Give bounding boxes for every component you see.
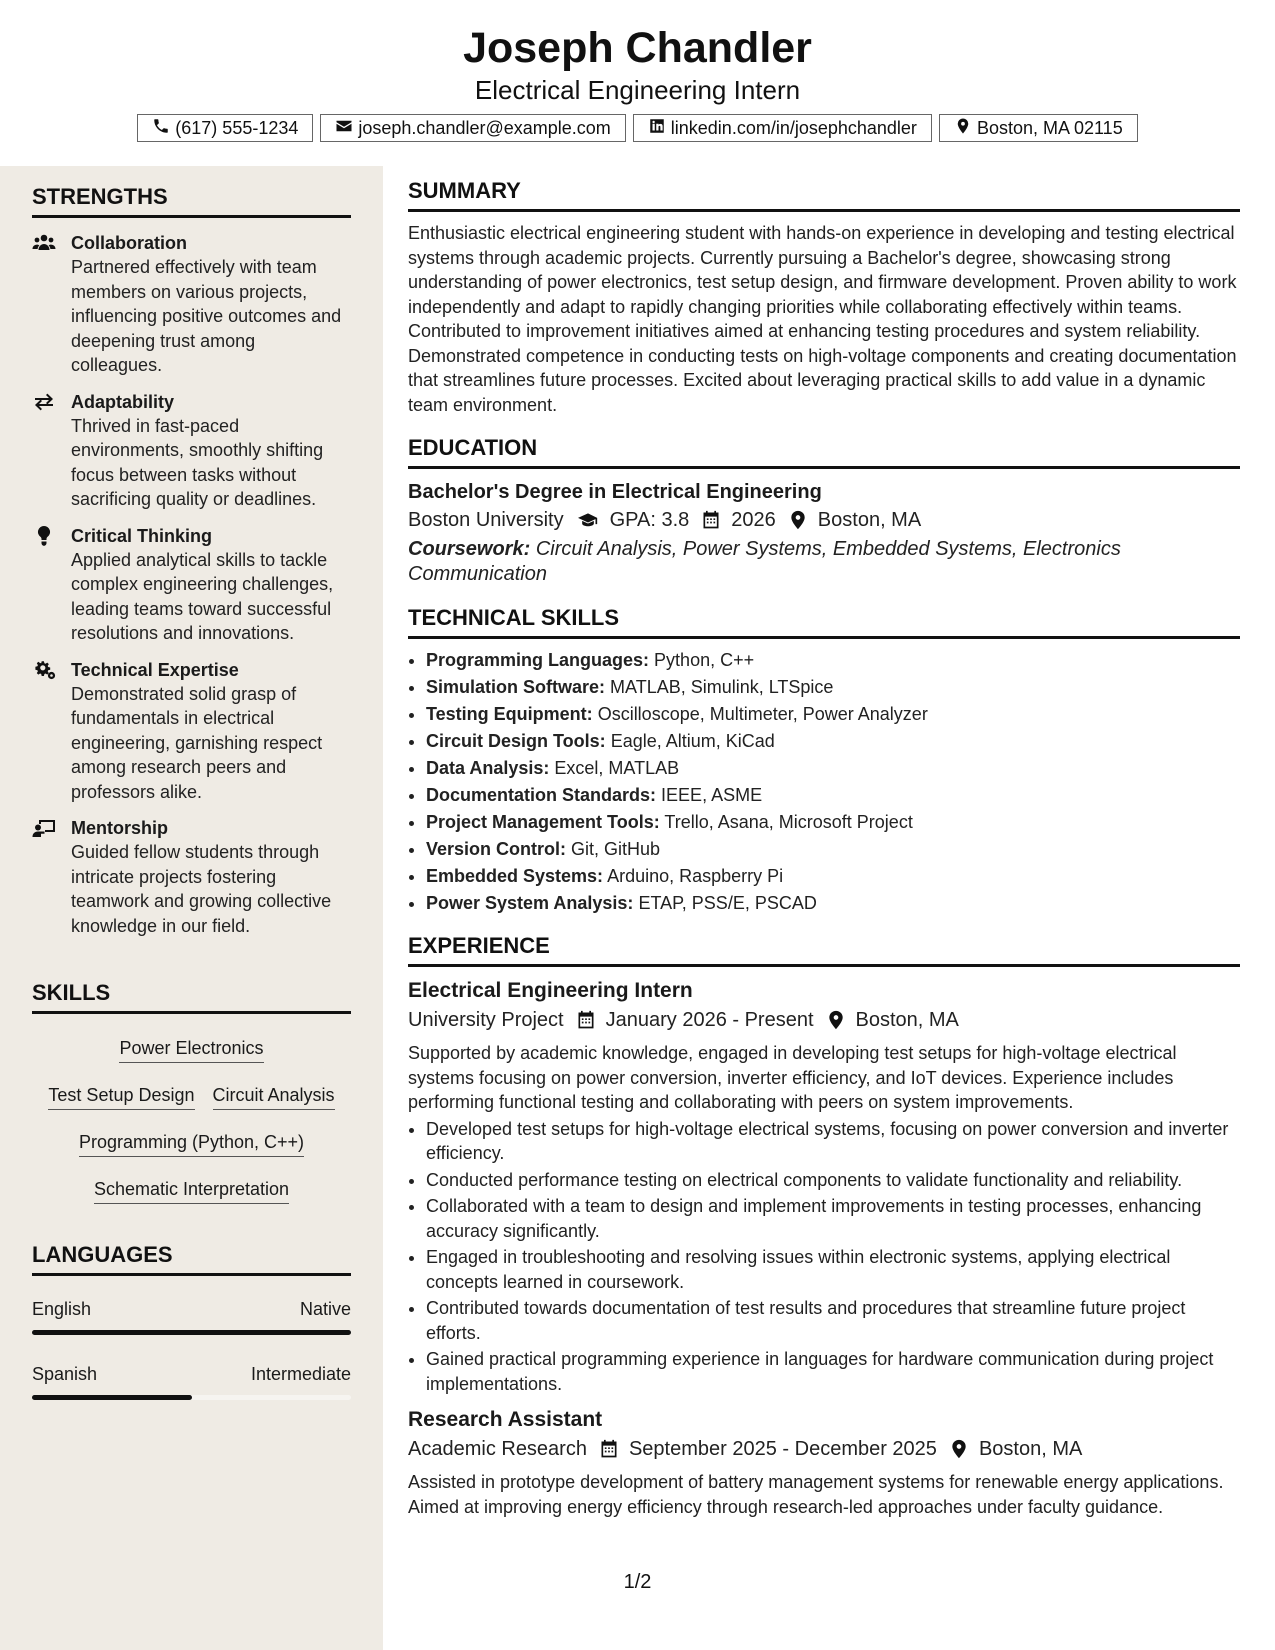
job-bullet: • Gained practical programming experience in languages for hardware communication during project implementations. bbox=[426, 1347, 1240, 1396]
tech-skill-item bbox=[426, 836, 1240, 863]
technical-skills-heading: TECHNICAL SKILLS bbox=[408, 605, 1240, 639]
strength-desc: Partnered effectively with team members on various projects, influencing positive outcomes and deepening trust among colleagues. bbox=[71, 257, 342, 375]
tech-skill-item bbox=[426, 728, 1240, 755]
language-name: Spanish bbox=[32, 1364, 98, 1384]
language-row bbox=[32, 1363, 351, 1385]
job-bullet: • Collaborated with a team to design and implement improvements in testing processes, enhancing accuracy significantly. bbox=[426, 1194, 1240, 1243]
main-content bbox=[408, 178, 1240, 1519]
skill-tag: Power Electronics bbox=[119, 1030, 263, 1063]
tech-skill-label: Testing Equipment: bbox=[426, 704, 593, 724]
language-row bbox=[32, 1298, 351, 1320]
strength-title: Critical Thinking bbox=[71, 525, 213, 546]
job-dates: September 2025 - December 2025 bbox=[628, 1438, 937, 1460]
job-org: University Project bbox=[408, 1009, 564, 1031]
location-pin-icon bbox=[949, 1439, 969, 1459]
coursework-label: Coursework: bbox=[408, 538, 531, 560]
school-name: Boston University bbox=[408, 509, 564, 531]
tech-skill-label: Programming Languages: bbox=[426, 650, 650, 670]
tech-skill-item bbox=[426, 809, 1240, 836]
graduation-cap-icon bbox=[576, 510, 600, 530]
strength-item bbox=[32, 658, 351, 805]
skills-list bbox=[32, 1024, 351, 1212]
calendar-icon bbox=[701, 510, 721, 530]
tech-skill-label: Circuit Design Tools: bbox=[426, 731, 606, 751]
skills-row bbox=[32, 1165, 351, 1212]
strength-desc: Thrived in fast-paced environments, smoothly shifting focus between tasks without sacrificing quality or deadlines. bbox=[71, 415, 324, 509]
gears-icon bbox=[32, 660, 56, 680]
skill-tag: Test Setup Design bbox=[48, 1077, 194, 1110]
users-icon bbox=[32, 233, 56, 253]
degree-title: Bachelor's Degree in Electrical Engineering bbox=[408, 481, 822, 503]
strength-item bbox=[32, 390, 351, 512]
job-bullet: • Developed test setups for high-voltage electrical systems, focusing on power conversion and inverter efficiency. bbox=[426, 1117, 1240, 1166]
experience-heading: EXPERIENCE bbox=[408, 933, 1240, 967]
tech-skill-label: Project Management Tools: bbox=[426, 812, 660, 832]
strength-title: Technical Expertise bbox=[71, 659, 239, 680]
contact-location bbox=[939, 114, 1138, 142]
contact-email-text: joseph.chandler@example.com bbox=[358, 117, 611, 138]
tech-skill-label: Data Analysis: bbox=[426, 758, 550, 778]
envelope-icon bbox=[335, 117, 353, 140]
job-meta bbox=[408, 1005, 1240, 1035]
language-proficiency-bar bbox=[32, 1395, 351, 1400]
contact-email[interactable] bbox=[320, 114, 625, 142]
job-bullet: • Engaged in troubleshooting and resolving issues within electronic systems, applying electrical concepts learned in coursework. bbox=[426, 1245, 1240, 1294]
sidebar bbox=[0, 166, 383, 1650]
language-item bbox=[32, 1363, 351, 1400]
calendar-icon bbox=[576, 1010, 596, 1030]
job-entry bbox=[408, 1406, 1240, 1519]
location-pin-icon bbox=[788, 510, 808, 530]
skills-row bbox=[32, 1071, 351, 1118]
language-level: Intermediate bbox=[250, 1364, 351, 1384]
tech-skill-item bbox=[426, 755, 1240, 782]
tech-skill-value: Excel, MATLAB bbox=[554, 758, 680, 778]
contact-phone[interactable] bbox=[137, 114, 313, 142]
candidate-name: Joseph Chandler bbox=[463, 24, 812, 72]
calendar-icon bbox=[599, 1439, 619, 1459]
job-title: Research Assistant bbox=[408, 1408, 603, 1431]
language-proficiency-fill bbox=[32, 1395, 192, 1400]
tech-skill-value: Trello, Asana, Microsoft Project bbox=[664, 812, 913, 832]
job-bullet: • Conducted performance testing on electrical components to validate functionality and reliability. bbox=[426, 1168, 1240, 1193]
gpa: GPA: 3.8 bbox=[609, 509, 690, 531]
strength-title: Adaptability bbox=[71, 391, 175, 412]
strength-title: Collaboration bbox=[71, 233, 187, 253]
tech-skill-item bbox=[426, 647, 1240, 674]
tech-skill-item bbox=[426, 863, 1240, 890]
location-pin-icon bbox=[954, 117, 972, 140]
arrows-exchange-icon bbox=[32, 392, 56, 412]
strength-item bbox=[32, 231, 351, 378]
skills-heading: SKILLS bbox=[32, 980, 351, 1014]
job-location: Boston, MA bbox=[978, 1438, 1083, 1460]
strength-desc: Guided fellow students through intricate projects fostering teamwork and growing collective knowledge in our field. bbox=[71, 842, 332, 936]
page-number: 1/2 bbox=[623, 1571, 652, 1593]
technical-skills-section bbox=[408, 605, 1240, 917]
strengths-section bbox=[32, 184, 351, 938]
job-location: Boston, MA bbox=[855, 1009, 959, 1031]
skills-section bbox=[32, 980, 351, 1212]
strength-title: Mentorship bbox=[71, 818, 168, 838]
tech-skill-value: MATLAB, Simulink, LTSpice bbox=[610, 677, 834, 697]
strength-item bbox=[32, 524, 351, 646]
candidate-title: Electrical Engineering Intern bbox=[474, 75, 801, 105]
tech-skill-item bbox=[426, 674, 1240, 701]
experience-section bbox=[408, 933, 1240, 1519]
phone-icon bbox=[152, 117, 170, 140]
contact-bar bbox=[0, 114, 1275, 142]
language-name: English bbox=[32, 1299, 92, 1319]
linkedin-icon bbox=[648, 117, 666, 140]
skill-tag: Programming (Python, C++) bbox=[79, 1124, 304, 1157]
tech-skill-value: IEEE, ASME bbox=[661, 785, 763, 805]
coursework bbox=[408, 537, 1240, 587]
summary-section bbox=[408, 178, 1240, 417]
tech-skill-value: Python, C++ bbox=[654, 650, 755, 670]
job-bullets bbox=[408, 1117, 1240, 1397]
graduation-year: 2026 bbox=[731, 509, 776, 531]
language-level: Native bbox=[299, 1299, 351, 1319]
contact-linkedin-text: linkedin.com/in/josephchandler bbox=[670, 117, 917, 138]
skills-row bbox=[32, 1118, 351, 1165]
location-pin-icon bbox=[826, 1010, 846, 1030]
tech-skill-value: ETAP, PSS/E, PSCAD bbox=[638, 893, 817, 913]
tech-skill-label: Power System Analysis: bbox=[426, 893, 634, 913]
strength-desc: Applied analytical skills to tackle complex engineering challenges, leading teams toward successful resolutions and innovations. bbox=[71, 549, 334, 643]
skills-row bbox=[32, 1024, 351, 1071]
job-title: Electrical Engineering Intern bbox=[408, 979, 693, 1002]
job-entry bbox=[408, 977, 1240, 1396]
lightbulb-icon bbox=[32, 526, 56, 546]
tech-skill-value: Eagle, Altium, KiCad bbox=[610, 731, 775, 751]
contact-location-text: Boston, MA 02115 bbox=[976, 117, 1123, 138]
language-item bbox=[32, 1298, 351, 1335]
tech-skill-item bbox=[426, 701, 1240, 728]
job-bullet: • Contributed towards documentation of test results and procedures that streamline future project efforts. bbox=[426, 1296, 1240, 1345]
education-location: Boston, MA bbox=[817, 509, 922, 531]
summary-text: Enthusiastic electrical engineering student with hands-on experience in developing and testing electrical systems through academic projects. Currently pursuing a Bachelor's degree, showcasing strong understanding of power electronics, test setup design, and firmware development. Proven ability to work independently and adapt to rapidly changing priorities while collaborating effectively within teams. Contributed to improvement initiatives aimed at enhancing testing procedures and system reliability. Demonstrated competence in conducting tests on high-voltage components and creating documentation that streamlines future processes. Excited about leveraging practical skills to add value in a dynamic team environment. bbox=[408, 223, 1237, 415]
job-meta bbox=[408, 1434, 1240, 1464]
tech-skill-value: Oscilloscope, Multimeter, Power Analyzer bbox=[597, 704, 928, 724]
contact-linkedin[interactable] bbox=[633, 114, 932, 142]
language-proficiency-fill bbox=[32, 1330, 351, 1335]
summary-heading: SUMMARY bbox=[408, 178, 1240, 212]
coursework-list: Circuit Analysis, Power Systems, Embedded Systems, Electronics Communication bbox=[408, 538, 1121, 585]
teacher-icon bbox=[32, 818, 56, 838]
job-description: Supported by academic knowledge, engaged in developing test setups for high-voltage electrical systems focusing on power conversion, inverter efficiency, and IoT devices. Experience includes performing functional testing and collaborating with peers on system improvements. bbox=[408, 1043, 1177, 1112]
tech-skill-label: Version Control: bbox=[426, 839, 567, 859]
tech-skill-item bbox=[426, 890, 1240, 917]
strengths-heading: STRENGTHS bbox=[32, 184, 351, 218]
tech-skill-label: Documentation Standards: bbox=[426, 785, 657, 805]
job-description: Assisted in prototype development of battery management systems for renewable energy applications. Aimed at improving energy efficiency through research-led approaches under faculty guidance. bbox=[408, 1472, 1224, 1517]
education-section bbox=[408, 435, 1240, 587]
job-dates: January 2026 - Present bbox=[605, 1009, 814, 1031]
skill-tag: Schematic Interpretation bbox=[94, 1171, 289, 1204]
tech-skill-value: Arduino, Raspberry Pi bbox=[607, 866, 784, 886]
languages-section bbox=[32, 1242, 351, 1400]
tech-skill-item bbox=[426, 782, 1240, 809]
tech-skill-label: Embedded Systems: bbox=[426, 866, 604, 886]
resume-header bbox=[0, 22, 1275, 142]
education-heading: EDUCATION bbox=[408, 435, 1240, 469]
tech-skill-label: Simulation Software: bbox=[426, 677, 606, 697]
education-meta bbox=[408, 505, 1240, 535]
strength-item bbox=[32, 816, 351, 938]
tech-skill-value: Git, GitHub bbox=[571, 839, 661, 859]
languages-heading: LANGUAGES bbox=[32, 1242, 351, 1276]
technical-skills-list bbox=[408, 647, 1240, 917]
contact-phone-text: (617) 555-1234 bbox=[175, 117, 299, 138]
strength-desc: Demonstrated solid grasp of fundamentals in electrical engineering, garnishing respect among research peers and professors alike. bbox=[71, 683, 323, 802]
language-proficiency-bar bbox=[32, 1330, 351, 1335]
skill-tag: Circuit Analysis bbox=[213, 1077, 335, 1110]
job-org: Academic Research bbox=[408, 1438, 587, 1460]
